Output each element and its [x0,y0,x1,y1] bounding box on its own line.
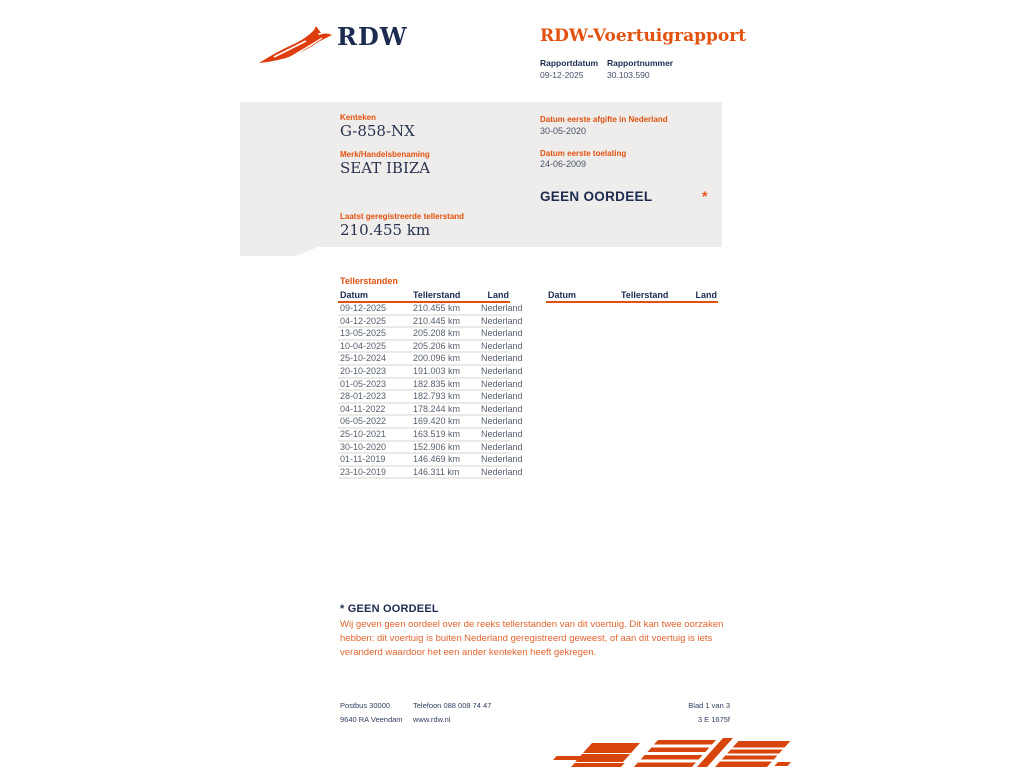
report-date-label: Rapportdatum [540,58,599,68]
cell-land: Nederland [481,403,523,414]
cell-tellerstand: 146.469 km [413,454,461,465]
table-row [338,365,523,379]
kenteken-value: G-858-NX [340,122,415,140]
note-body: Wij geven geen oordeel over de reeks tellerstanden van dit voertuig. Dit kan twee oorzaken hebben: dit voertuig is buiten Nederland geregistreerd geweest, of aan dit voertuig is iets veranderd waardoor het een ander kenteken heeft gekregen. [340,619,724,658]
table-row [338,303,523,316]
tellerstanden-table-left [338,289,523,479]
verdict-asterisk: * [702,188,708,204]
cell-land: Nederland [481,303,523,313]
report-number-label: Rapportnummer [607,58,674,68]
report-number-value: 30.103.590 [607,70,650,80]
header-tellerstand: Tellerstand [621,290,669,300]
document-title: RDW-Voertuigrapport [540,26,747,46]
cell-tellerstand: 210.445 km [413,315,461,326]
tellerstanden-table-right [546,289,718,303]
cell-land: Nederland [481,428,523,439]
cell-datum: 25-10-2024 [340,353,387,364]
vehicle-summary-panel [240,102,722,247]
cell-tellerstand: 178.244 km [413,403,461,414]
table-row [338,391,523,404]
footer-page-number: Blad 1 van 3 [688,701,730,710]
tellerstand-label: Laatst geregistreerde tellerstand [340,212,465,221]
rdw-bird-logo-icon [256,25,334,67]
cell-datum: 30-10-2020 [340,441,387,452]
footer-address-line1: Postbus 30000 [340,701,391,710]
footer-phone: Telefoon 088 008 74 47 [413,701,492,710]
table-row [338,454,523,467]
cell-land: Nederland [481,391,523,402]
cell-land: Nederland [481,466,523,477]
note-title [340,603,439,615]
cell-land: Nederland [481,353,523,364]
cell-datum: 20-10-2023 [340,365,387,376]
header-datum: Datum [340,290,369,300]
table-row [338,353,523,366]
table-row [338,328,523,341]
deco-stripes-graphic [545,736,793,768]
cell-datum: 01-11-2019 [340,454,386,465]
cell-tellerstand: 152.906 km [413,441,461,452]
table-row [338,416,523,429]
cell-datum: 13-05-2025 [340,328,387,339]
cell-land: Nederland [481,441,523,452]
cell-land: Nederland [481,328,523,339]
table-row [338,441,523,455]
cell-tellerstand: 191.003 km [413,365,461,376]
cell-land: Nederland [481,416,523,427]
cell-land: Nederland [481,378,523,389]
table-row [338,340,523,354]
cell-datum: 04-11-2022 [340,403,386,414]
kenteken-label: Kenteken [340,113,377,122]
footer-website-link[interactable]: www.rdw.nl [413,715,451,724]
note-title-text: GEEN OORDEEL [347,603,439,615]
tellerstanden-title: Tellerstanden [340,276,398,286]
cell-datum: 04-12-2025 [340,315,387,326]
note-asterisk: * [340,603,345,615]
cell-tellerstand: 210.455 km [413,303,461,313]
header-tellerstand: Tellerstand [413,290,461,300]
table-row [338,428,523,442]
cell-tellerstand: 169.420 km [413,416,461,427]
cell-datum: 23-10-2019 [340,466,387,477]
eerste-afgifte-value: 30-05-2020 [540,126,587,136]
cell-datum: 28-01-2023 [340,391,387,402]
rdw-wordmark: RDW [337,22,408,51]
cell-datum: 09-12-2025 [340,303,387,313]
merk-value: SEAT IBIZA [340,159,431,177]
cell-land: Nederland [481,365,523,376]
cell-tellerstand: 205.206 km [413,340,461,351]
cell-datum: 10-04-2025 [340,340,387,351]
footer-address-line2: 9640 RA Veendam [340,715,403,724]
cell-tellerstand: 200.096 km [413,353,461,364]
header-land: Land [695,290,717,300]
verdict-text: GEEN OORDEEL [540,189,653,204]
report-date-value: 09-12-2025 [540,70,584,80]
cell-datum: 25-10-2021 [340,428,387,439]
table-header-row [338,289,510,303]
cell-land: Nederland [481,340,523,351]
eerste-afgifte-label: Datum eerste afgifte in Nederland [540,115,668,124]
cell-tellerstand: 205.208 km [413,328,461,339]
table-row [338,315,523,329]
merk-label: Merk/Handelsbenaming [340,150,430,159]
cell-land: Nederland [481,315,523,326]
eerste-toelating-value: 24-06-2009 [540,159,587,169]
header-datum: Datum [548,290,577,300]
cell-tellerstand: 182.835 km [413,378,461,389]
cell-tellerstand: 146.311 km [413,466,460,477]
cell-datum: 06-05-2022 [340,416,387,427]
table-row [338,403,523,417]
cell-land: Nederland [481,454,523,465]
table-row [338,378,523,392]
table-header-row [546,289,718,303]
cell-datum: 01-05-2023 [340,378,387,389]
cell-tellerstand: 163.519 km [413,428,461,439]
cell-tellerstand: 182.793 km [413,391,461,402]
tellerstanden-rows [338,303,523,479]
footer-form-code: 3 E 1675f [697,715,730,724]
tellerstand-value: 210.455 km [340,221,431,239]
eerste-toelating-label: Datum eerste toelating [540,149,627,158]
header-land: Land [487,290,509,300]
table-row [338,466,523,480]
